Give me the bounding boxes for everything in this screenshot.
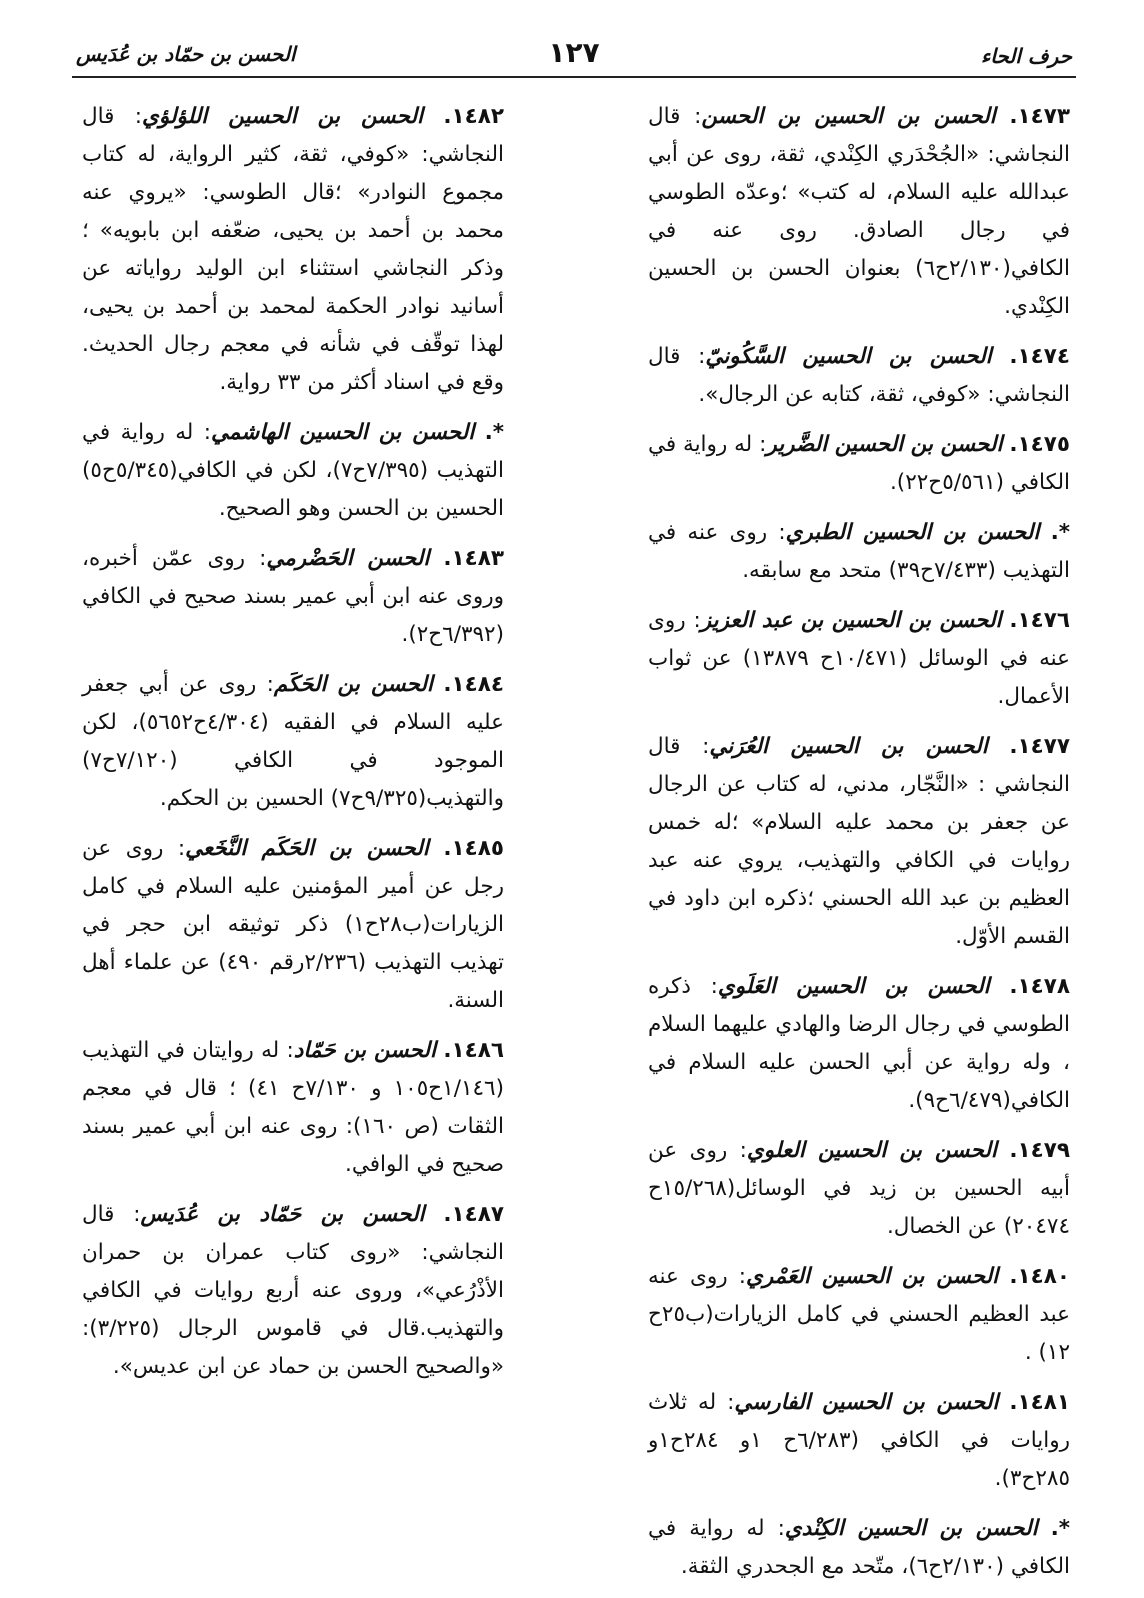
entry-text: : روى عنه في الوسائل (١٠/٤٧١ح ١٣٨٧٩) عن ثواب الأعمال. [648,608,1070,709]
entry [648,968,1070,1120]
entry [648,98,1070,326]
entry-text: : له رواية في التهذيب (٧/٣٩٥ح٧)، لكن في الكافي(٥/٣٤٥ح٥) الحسين بن الحسن وهو الصحيح. [82,420,504,521]
entry-text: : روى عن أبي جعفر عليه السلام في الفقيه (٤/٣٠٤ح٥٦٥٢)، لكن الموجود في الكافي (٧/١٢٠ح٧) والتهذيب(٩/٣٢٥ح٧) الحسين بن الحكم. [82,672,504,811]
entry-number: ١٤٨٥. [443,836,504,861]
entry-text: : له روايتان في التهذيب (١/١٤٦ح١٠٥ و ٧/١٣٠ح ٤١) ؛ قال في معجم الثقات (ص ١٦٠): روى عنه ابن أبي عمير بسند صحيح في الوافي. [82,1038,505,1177]
entry [82,1196,504,1386]
entry-text: : روى عنه في التهذيب (٧/٤٣٣ح٣٩) متحد مع سابقه. [648,520,1070,583]
entry-number: ١٤٧٦. [1009,608,1070,633]
entry-number: *. [1050,520,1071,545]
running-title: الحسن بن حمّاد بن عُدَيس [76,42,296,66]
entry-text: : له ثلاث روايات في الكافي (٦/٢٨٣ح ١و ٢٨٤ح١و ٢٨٥ح٣). [648,1390,1070,1491]
page-number: ١٢٧ [548,36,600,69]
entry-number: ١٤٧٣. [1009,104,1070,129]
entry [648,728,1070,956]
entry-name: الحسن بن الحسين بن الحسن [701,104,996,129]
entry-number: ١٤٨٢. [443,104,504,129]
right-column [648,98,1070,1598]
entry-text: : له رواية في الكافي (٢/١٣٠ح٦)، متّحد مع الجحدري الثقة. [648,1516,1070,1579]
entry-name: الحسن بن الحسين العَلَوي [717,974,990,999]
entry-name: الحسن بن الحسين الطبري [785,520,1040,545]
entry [648,1258,1070,1372]
entry [82,540,504,654]
entry-name: الحسن بن الحسين الضَّرير [766,432,1003,457]
entry-number: *. [1050,1516,1070,1541]
entry-name: الحسن بن الحسين الهاشمي [210,420,475,445]
entry-text: : قال النجاشي: «الجُحْدَري الكِنْدي، ثقة، روى عن أبي عبدالله عليه السلام، له كتب» ؛وعدّه الطوسي في رجال الصادق. روى عنه في الكافي(٢/١٣٠ح٦) بعنوان الحسن بن الحسين الكِنْدي. [648,104,1070,319]
entry-number: ١٤٨٧. [443,1202,504,1227]
entry-text: : قال النجاشي: «كوفي، ثقة، كتابه عن الرجال». [648,344,1070,407]
entry [82,414,504,528]
entry [648,426,1070,502]
entry-name: الحسن بن الحسين السَّكُونيّ [705,344,992,369]
entry-text: : روى عنه عبد العظيم الحسني في كامل الزيارات(ب٢٥ح ١٢) . [648,1264,1070,1365]
entry [648,338,1070,414]
entry-name: الحسن بن الحَكَم النَّخَعي [185,836,429,861]
entry-name: الحسن بن الحسين العَمْري [745,1264,999,1289]
entry [648,1384,1070,1498]
entry [648,1132,1070,1246]
entry-name: الحسن بن الحسين بن عبد العزيز [700,608,1002,633]
entry [648,602,1070,716]
entry-text: : قال النجاشي : «النَّجّار، مدني، له كتاب عن الرجال عن جعفر بن محمد عليه السلام» ؛له خمس روايات في الكافي والتهذيب، يروي عنه عبد العظيم بن عبد الله الحسني ؛ذكره ابن داود في القسم الأوّل. [648,734,1070,949]
entry-number: ١٤٨١. [1009,1390,1070,1415]
entry-name: الحسن بن حَمّاد بن عُدَيس [140,1202,425,1227]
entry-name: الحسن بن الحَكَم [273,672,433,697]
entry-name: الحسن بن حَمّاد [293,1038,436,1063]
entry-name: الحسن بن الحسين العُرَني [709,734,988,759]
entry-number: ١٤٨٣. [443,546,504,571]
entry-number: ١٤٨٠. [1009,1264,1070,1289]
entry-text: : روى عمّن أخبره، وروى عنه ابن أبي عمير بسند صحيح في الكافي (٦/٣٩٢ح٢). [82,546,504,647]
entry-name: الحسن بن الحسين العلوي [746,1138,997,1163]
entry-name: الحسن الحَضْرمي [266,546,430,571]
entry-name: الحسن بن الحسين اللؤلؤي [142,104,423,129]
entry-name: الحسن بن الحسين الفارسي [734,1390,999,1415]
entry [648,1510,1070,1586]
page-header [72,30,1076,78]
entry [82,1032,504,1184]
entry [82,666,504,818]
entry-number: ١٤٧٤. [1009,344,1071,369]
entry-text: : قال النجاشي: «كوفي، ثقة، كثير الرواية، له كتاب مجموع النوادر» ؛قال الطوسي: «يروي عنه محمد بن أحمد بن يحيى، ضعّفه ابن بابويه» ؛وذكر النجاشي استثناء ابن الوليد رواياته عن أسانيد نوادر الحكمة لمحمد بن أحمد بن يحيى، لهذا توقّف في شأنه في معجم رجال الحديث. وقع في اسناد أكثر من ٣٣ رواية. [82,104,504,395]
entry-number: ١٤٨٤. [443,672,504,697]
entry-text: : ذكره الطوسي في رجال الرضا والهادي عليهما السلام ، وله رواية عن أبي الحسن عليه السلام في الكافي(٦/٤٧٩ح٩). [648,974,1070,1113]
text-columns [72,98,1076,1579]
entry-number: ١٤٧٨. [1009,974,1071,999]
entry [648,514,1070,590]
entry-number: ١٤٨٦. [443,1038,504,1063]
left-column [82,98,504,1398]
entry-number: *. [484,420,504,445]
entry-text: : روى عن رجل عن أمير المؤمنين عليه السلام في كامل الزيارات(ب٢٨ح١) ذكر توثيقه ابن حجر في تهذيب التهذيب (٢/٢٣٦رقم ٤٩٠) عن علماء أهل السنة. [82,836,504,1013]
entry [82,98,504,402]
entry [82,830,504,1020]
entry-text: : روى عن أبيه الحسين بن زيد في الوسائل(١٥/٢٦٨ح ٢٠٤٧٤) عن الخصال. [648,1138,1070,1239]
entry-number: ١٤٧٥. [1009,432,1070,457]
entry-text: : له رواية في الكافي (٥/٥٦١ح٢٢). [648,432,1070,495]
entry-number: ١٤٧٧. [1009,734,1070,759]
chapter-title: حرف الحاء [980,44,1072,68]
entry-name: الحسن بن الحسين الكِنْدي [784,1516,1038,1541]
entry-text: : قال النجاشي: «روى كتاب عمران بن حمران الأذْرُعي»، وروى عنه أربع روايات في الكافي والتهذيب.قال في قاموس الرجال (٣/٢٢٥): «والصحيح الحسن بن حماد عن ابن عديس». [82,1202,504,1379]
entry-number: ١٤٧٩. [1009,1138,1071,1163]
